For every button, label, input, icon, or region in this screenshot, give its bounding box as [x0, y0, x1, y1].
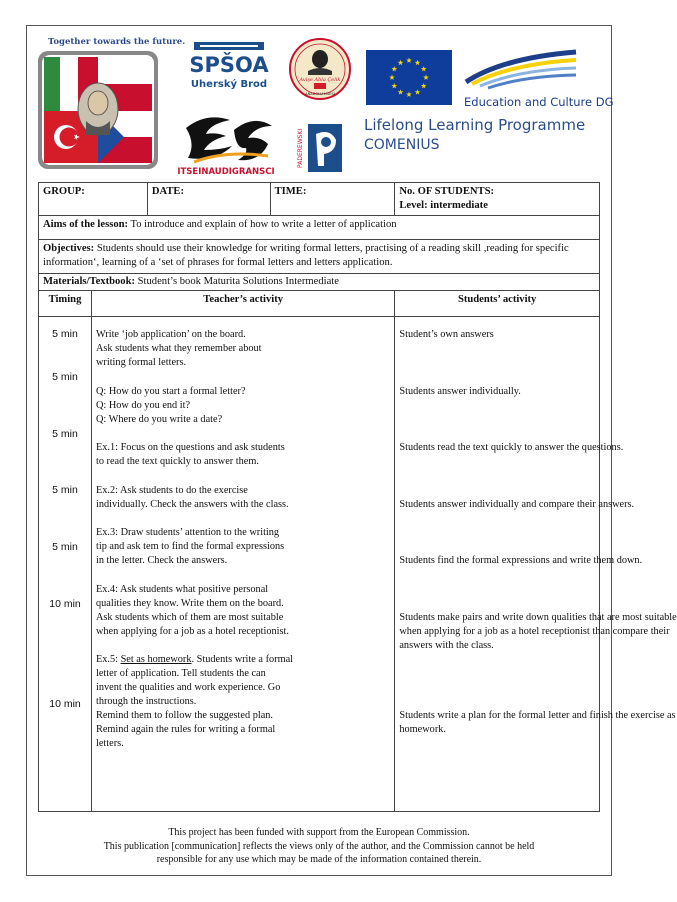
paderewski-logo	[296, 116, 344, 176]
teacher-line: letters.	[95, 738, 124, 749]
project-flags-logo	[38, 51, 158, 169]
eg-logo-text: ITSEINAUDIGRANSCI	[177, 167, 275, 177]
objectives-label: Objectives:	[43, 243, 95, 254]
group-label: GROUP:	[43, 186, 85, 197]
students-activity-header: Students’ activity	[395, 291, 600, 317]
disclaimer-line-1: This project has been funded with support from the European Commission.	[168, 827, 470, 838]
students-cell	[395, 183, 600, 216]
time-label: TIME:	[274, 186, 307, 197]
paderewski-text: PADEREWSKI	[297, 128, 304, 168]
spsoa-logo-text: SPŠOA	[189, 53, 269, 77]
objectives-cell	[39, 240, 600, 274]
eg-einaudi-logo	[176, 110, 276, 180]
llp-subtitle: COMENIUS	[364, 137, 440, 153]
round-logo-school: ANADOLU LİSESİ	[305, 92, 335, 96]
timing-value: 5 min	[52, 484, 78, 496]
teacher-line: Ask students which of them are most suitable	[95, 612, 284, 623]
teacher-line: to read the text quickly to answer them.	[95, 456, 259, 467]
tagline: Together towards the future.	[48, 37, 186, 47]
funding-disclaimer	[26, 826, 612, 867]
teacher-line: writing formal letters.	[95, 357, 187, 368]
student-line: homework.	[399, 724, 446, 735]
lesson-plan-table	[38, 182, 677, 812]
teacher-line: Remind them to follow the suggested plan.	[95, 710, 273, 721]
teacher-line: Ex.1: Focus on the questions and ask students	[95, 442, 285, 453]
teacher-line: Q: Where do you write a date?	[95, 414, 223, 425]
teacher-line: Ex.2: Ask students to do the exercise	[95, 485, 248, 496]
teacher-line: invent the qualities and work experience. Go	[95, 682, 281, 693]
teacher-line: Ex.4: Ask students what positive personal	[95, 584, 269, 595]
teacher-line: in the letter. Check the answers.	[95, 555, 228, 566]
ex5-prefix: Ex.5:	[95, 654, 121, 665]
teacher-line: when applying for a job as a hotel receptionist.	[95, 626, 289, 637]
students-count-label: No. OF STUDENTS:	[399, 186, 495, 197]
teacher-line: individually. Check the answers with the class.	[95, 499, 289, 510]
spsoa-logo-city: Uherský Brod	[190, 79, 268, 90]
aims-text: To introduce and explain of how to write a letter of application	[128, 219, 397, 230]
student-line: when applying for a job as a hotel receptionist than compare their	[399, 626, 670, 637]
students-activity-column	[395, 317, 677, 812]
homework-underlined: Set as homework	[120, 654, 192, 665]
time-cell	[270, 183, 395, 216]
eu-flag-icon	[366, 50, 452, 105]
spsoa-logo	[190, 42, 268, 94]
timing-header: Timing	[39, 291, 92, 317]
teacher-activity-header: Teacher’s activity	[91, 291, 394, 317]
timing-value: 10 min	[49, 598, 81, 610]
education-culture-swoosh-icon	[462, 48, 580, 90]
student-line: Students answer individually and compare their answers.	[399, 499, 635, 510]
llp-title: Lifelong Learning Programme	[364, 116, 586, 134]
student-line: Students find the formal expressions and write them down.	[399, 555, 643, 566]
aims-cell	[39, 216, 600, 240]
objectives-line-1: Students should use their knowledge for writing formal letters, practising of a reading skill ,reading for specific	[94, 243, 569, 254]
teacher-line: Q: How do you start a formal letter?	[95, 386, 246, 397]
group-cell	[39, 183, 148, 216]
student-line: Students make pairs and write down qualities that are most suitable	[399, 612, 677, 623]
materials-label: Materials/Textbook:	[43, 276, 136, 287]
teacher-line: qualities they know. Write them on the board.	[95, 598, 284, 609]
student-line: Students write a plan for the formal letter and finish the exercise as	[399, 710, 676, 721]
teacher-line-ex5	[96, 653, 293, 667]
teacher-line: tip and ask tem to find the formal expressions	[95, 541, 285, 552]
student-line: Students answer individually.	[399, 386, 521, 397]
timing-column	[39, 317, 92, 812]
teacher-line: Ex.3: Draw students’ attention to the writing	[95, 527, 280, 538]
timing-value: 5 min	[52, 371, 78, 383]
materials-text: Student’s book Maturita Solutions Intermediate	[135, 276, 339, 287]
date-cell	[147, 183, 270, 216]
round-logo-name: Avişe Abla Çelik	[299, 77, 341, 83]
education-culture-label: Education and Culture DG	[464, 95, 614, 109]
date-label: DATE:	[151, 186, 185, 197]
teacher-line: letter of application. Tell students the can	[95, 668, 266, 679]
timing-value: 5 min	[52, 541, 78, 553]
timing-value: 5 min	[52, 328, 78, 340]
level-label: Level: intermediate	[399, 200, 488, 211]
teacher-activity-column	[91, 317, 394, 812]
student-line: Student’s own answers	[399, 329, 494, 340]
teacher-line: Remind again the rules for writing a formal	[95, 724, 276, 735]
student-line: Students read the text quickly to answer the questions.	[399, 442, 624, 453]
teacher-line: Write ‘job application’ on the board.	[95, 329, 246, 340]
disclaimer-line-3: responsible for any use which may be made of the information contained therein.	[156, 854, 482, 865]
aims-label: Aims of the lesson:	[43, 219, 129, 230]
teacher-line: Ask students what they remember about	[95, 343, 262, 354]
student-line: answers with the class.	[399, 640, 494, 651]
timing-value: 10 min	[49, 698, 81, 710]
materials-cell	[39, 274, 600, 291]
anadolu-lisesi-logo	[288, 37, 352, 101]
teacher-line: Q: How do you end it?	[95, 400, 191, 411]
timing-value: 5 min	[52, 428, 78, 440]
disclaimer-line-2: This publication [communication] reflects the views only of the author, and the Commission cannot be held	[103, 840, 535, 852]
teacher-line: through the instructions.	[95, 696, 197, 707]
objectives-line-2: information‘, learning of a ‘set of phrases for formal letters and letters application.	[43, 257, 393, 268]
ex5-rest: . Students write a formal	[191, 654, 294, 665]
